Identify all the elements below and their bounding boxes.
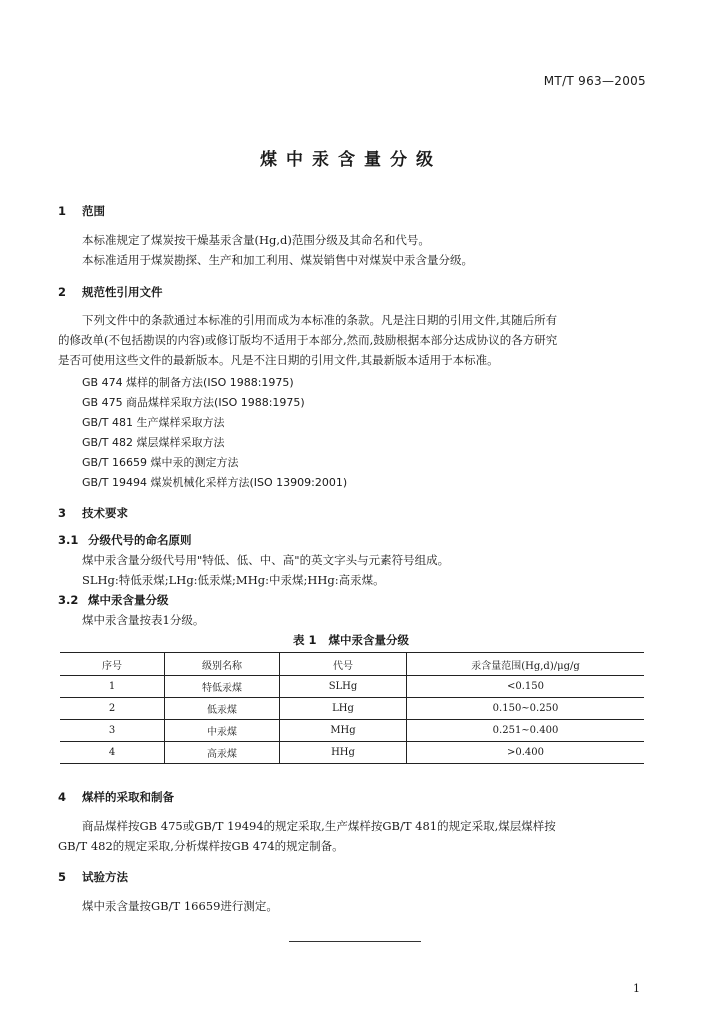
document-title: 煤中汞含量分级	[260, 150, 442, 170]
section-2-line-1: 下列文件中的条款通过本标准的引用而成为本标准的条款。凡是注日期的引用文件,其随后所有	[82, 313, 558, 327]
subsection-number: 3.1	[58, 533, 79, 547]
reference-item: GB 474 煤样的制备方法(ISO 1988:1975)	[82, 376, 294, 389]
table-caption-number: 表 1	[292, 633, 317, 647]
section-number: 5	[58, 870, 67, 884]
page-number: 1	[633, 982, 640, 995]
header-code: 代号	[280, 653, 407, 676]
subsection-title: 分级代号的命名原则	[88, 533, 192, 547]
header-range: 汞含量范围(Hg,d)/μg/g	[407, 653, 645, 676]
section-2-line-2: 的修改单(不包括勘误的内容)或修订版均不适用于本部分,然而,鼓励根据本部分达成协议的各方研究	[58, 333, 558, 347]
section-number: 1	[58, 204, 67, 218]
section-1-heading	[58, 203, 105, 219]
section-title: 规范性引用文件	[82, 285, 163, 299]
section-title: 范围	[82, 204, 105, 218]
subsection-number: 3.2	[58, 593, 79, 607]
section-3-heading	[58, 505, 128, 521]
section-number: 3	[58, 506, 67, 520]
cell-index: 2	[60, 698, 165, 720]
table-row	[60, 720, 644, 742]
reference-item: GB/T 482 煤层煤样采取方法	[82, 436, 225, 449]
section-title: 试验方法	[82, 870, 128, 884]
reference-item: GB 475 商品煤样采取方法(ISO 1988:1975)	[82, 396, 305, 409]
cell-code: SLHg	[280, 676, 407, 698]
cell-code: HHg	[280, 742, 407, 764]
cell-range: 0.251~0.400	[407, 720, 645, 742]
section-4-line-1: 商品煤样按GB 475或GB/T 19494的规定采取,生产煤样按GB/T 481的规定采取,煤层煤样按	[82, 819, 556, 833]
subsection-3-2-heading	[58, 592, 169, 608]
table-row	[60, 698, 644, 720]
subsection-3-1-line-2: SLHg:特低汞煤;LHg:低汞煤;MHg:中汞煤;HHg:高汞煤。	[82, 573, 385, 587]
section-title: 技术要求	[82, 506, 128, 520]
section-title: 煤样的采取和制备	[82, 790, 174, 804]
subsection-3-1-line-1: 煤中汞含量分级代号用"特低、低、中、高"的英文字头与元素符号组成。	[82, 553, 450, 567]
subsection-3-2-line: 煤中汞含量按表1分级。	[82, 613, 205, 627]
reference-item: GB/T 16659 煤中汞的测定方法	[82, 456, 239, 469]
section-4-heading	[58, 789, 174, 805]
table-row	[60, 676, 644, 698]
table-caption	[0, 632, 702, 648]
section-number: 2	[58, 285, 67, 299]
cell-index: 4	[60, 742, 165, 764]
end-rule	[289, 941, 421, 942]
reference-item: GB/T 481 生产煤样采取方法	[82, 416, 225, 429]
section-1-line-1: 本标准规定了煤炭按干燥基汞含量(Hg,d)范围分级及其命名和代号。	[82, 233, 430, 247]
section-2-heading	[58, 284, 163, 300]
section-4-line-2: GB/T 482的规定采取,分析煤样按GB 474的规定制备。	[58, 839, 344, 853]
cell-code: MHg	[280, 720, 407, 742]
reference-item: GB/T 19494 煤炭机械化采样方法(ISO 13909:2001)	[82, 476, 348, 489]
section-5-line: 煤中汞含量按GB/T 16659进行测定。	[82, 899, 278, 913]
subsection-3-1-heading	[58, 532, 192, 548]
header-grade-name: 级别名称	[165, 653, 280, 676]
cell-range: 0.150~0.250	[407, 698, 645, 720]
mercury-grade-table	[60, 652, 644, 764]
subsection-title: 煤中汞含量分级	[88, 593, 169, 607]
cell-index: 1	[60, 676, 165, 698]
cell-grade-name: 高汞煤	[165, 742, 280, 764]
cell-range: <0.150	[407, 676, 645, 698]
cell-grade-name: 低汞煤	[165, 698, 280, 720]
standard-code: MT/T 963—2005	[543, 74, 646, 88]
cell-range: >0.400	[407, 742, 645, 764]
section-5-heading	[58, 869, 128, 885]
cell-index: 3	[60, 720, 165, 742]
table-caption-title: 煤中汞含量分级	[328, 633, 409, 647]
cell-grade-name: 特低汞煤	[165, 676, 280, 698]
section-2-line-3: 是否可使用这些文件的最新版本。凡是不注日期的引用文件,其最新版本适用于本标准。	[58, 353, 499, 367]
section-1-line-2: 本标准适用于煤炭勘探、生产和加工利用、煤炭销售中对煤炭中汞含量分级。	[82, 253, 473, 267]
table-header-row	[60, 653, 644, 676]
cell-grade-name: 中汞煤	[165, 720, 280, 742]
cell-code: LHg	[280, 698, 407, 720]
section-number: 4	[58, 790, 67, 804]
table-row	[60, 742, 644, 764]
header-index: 序号	[60, 653, 165, 676]
